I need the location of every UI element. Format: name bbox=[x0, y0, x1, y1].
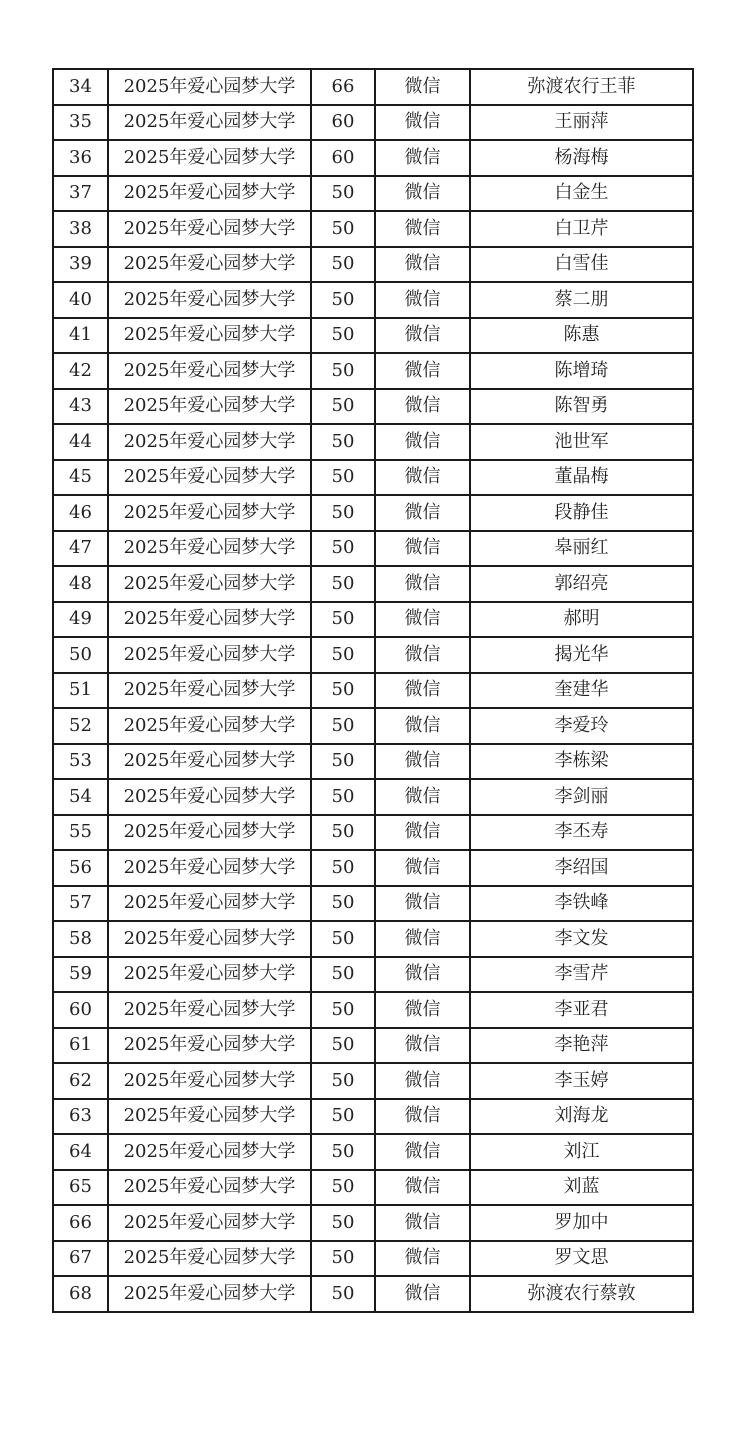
payment-method-cell: 微信 bbox=[375, 140, 470, 176]
row-number-cell: 66 bbox=[53, 1205, 108, 1241]
donor-name-cell: 杨海梅 bbox=[470, 140, 693, 176]
project-cell: 2025年爱心园梦大学 bbox=[108, 602, 311, 638]
amount-cell: 66 bbox=[311, 69, 375, 105]
amount-cell: 50 bbox=[311, 1276, 375, 1312]
project-cell: 2025年爱心园梦大学 bbox=[108, 815, 311, 851]
amount-cell: 50 bbox=[311, 1134, 375, 1170]
donation-table bbox=[52, 68, 694, 1313]
donor-name-cell: 蔡二朋 bbox=[470, 282, 693, 318]
amount-cell: 50 bbox=[311, 921, 375, 957]
amount-cell: 50 bbox=[311, 389, 375, 425]
payment-method-cell: 微信 bbox=[375, 1170, 470, 1206]
donor-name-cell: 罗文思 bbox=[470, 1241, 693, 1277]
amount-cell: 50 bbox=[311, 886, 375, 922]
table-row bbox=[53, 1170, 693, 1206]
payment-method-cell: 微信 bbox=[375, 708, 470, 744]
row-number-cell: 45 bbox=[53, 460, 108, 496]
amount-cell: 50 bbox=[311, 1063, 375, 1099]
table-row bbox=[53, 673, 693, 709]
project-cell: 2025年爱心园梦大学 bbox=[108, 566, 311, 602]
row-number-cell: 56 bbox=[53, 850, 108, 886]
payment-method-cell: 微信 bbox=[375, 1099, 470, 1135]
row-number-cell: 41 bbox=[53, 318, 108, 354]
donor-name-cell: 陈智勇 bbox=[470, 389, 693, 425]
table-row bbox=[53, 389, 693, 425]
donor-name-cell: 李文发 bbox=[470, 921, 693, 957]
row-number-cell: 48 bbox=[53, 566, 108, 602]
project-cell: 2025年爱心园梦大学 bbox=[108, 708, 311, 744]
payment-method-cell: 微信 bbox=[375, 247, 470, 283]
project-cell: 2025年爱心园梦大学 bbox=[108, 744, 311, 780]
project-cell: 2025年爱心园梦大学 bbox=[108, 850, 311, 886]
table-row bbox=[53, 460, 693, 496]
payment-method-cell: 微信 bbox=[375, 353, 470, 389]
payment-method-cell: 微信 bbox=[375, 318, 470, 354]
donor-name-cell: 李亚君 bbox=[470, 992, 693, 1028]
row-number-cell: 34 bbox=[53, 69, 108, 105]
payment-method-cell: 微信 bbox=[375, 886, 470, 922]
donor-name-cell: 李栋梁 bbox=[470, 744, 693, 780]
row-number-cell: 60 bbox=[53, 992, 108, 1028]
row-number-cell: 37 bbox=[53, 176, 108, 212]
table-row bbox=[53, 69, 693, 105]
project-cell: 2025年爱心园梦大学 bbox=[108, 1134, 311, 1170]
table-row bbox=[53, 318, 693, 354]
payment-method-cell: 微信 bbox=[375, 815, 470, 851]
donor-name-cell: 李绍国 bbox=[470, 850, 693, 886]
amount-cell: 50 bbox=[311, 176, 375, 212]
amount-cell: 50 bbox=[311, 1099, 375, 1135]
donor-name-cell: 刘蓝 bbox=[470, 1170, 693, 1206]
row-number-cell: 61 bbox=[53, 1028, 108, 1064]
payment-method-cell: 微信 bbox=[375, 105, 470, 141]
amount-cell: 50 bbox=[311, 1170, 375, 1206]
donor-name-cell: 池世军 bbox=[470, 424, 693, 460]
table-row bbox=[53, 602, 693, 638]
payment-method-cell: 微信 bbox=[375, 460, 470, 496]
donor-name-cell: 陈惠 bbox=[470, 318, 693, 354]
donor-name-cell: 董晶梅 bbox=[470, 460, 693, 496]
donor-name-cell: 白金生 bbox=[470, 176, 693, 212]
project-cell: 2025年爱心园梦大学 bbox=[108, 886, 311, 922]
row-number-cell: 59 bbox=[53, 957, 108, 993]
amount-cell: 50 bbox=[311, 779, 375, 815]
amount-cell: 50 bbox=[311, 637, 375, 673]
donor-name-cell: 李剑丽 bbox=[470, 779, 693, 815]
payment-method-cell: 微信 bbox=[375, 1241, 470, 1277]
table-row bbox=[53, 424, 693, 460]
row-number-cell: 63 bbox=[53, 1099, 108, 1135]
payment-method-cell: 微信 bbox=[375, 744, 470, 780]
donor-name-cell: 李艳萍 bbox=[470, 1028, 693, 1064]
table-row bbox=[53, 744, 693, 780]
table-row bbox=[53, 886, 693, 922]
amount-cell: 50 bbox=[311, 247, 375, 283]
donor-name-cell: 王丽萍 bbox=[470, 105, 693, 141]
payment-method-cell: 微信 bbox=[375, 779, 470, 815]
donor-name-cell: 郭绍亮 bbox=[470, 566, 693, 602]
project-cell: 2025年爱心园梦大学 bbox=[108, 637, 311, 673]
amount-cell: 50 bbox=[311, 850, 375, 886]
payment-method-cell: 微信 bbox=[375, 602, 470, 638]
table-row bbox=[53, 247, 693, 283]
project-cell: 2025年爱心园梦大学 bbox=[108, 424, 311, 460]
row-number-cell: 38 bbox=[53, 211, 108, 247]
payment-method-cell: 微信 bbox=[375, 850, 470, 886]
donor-name-cell: 李爱玲 bbox=[470, 708, 693, 744]
row-number-cell: 39 bbox=[53, 247, 108, 283]
payment-method-cell: 微信 bbox=[375, 566, 470, 602]
donor-name-cell: 白雪佳 bbox=[470, 247, 693, 283]
payment-method-cell: 微信 bbox=[375, 957, 470, 993]
table-row bbox=[53, 779, 693, 815]
table-row bbox=[53, 1134, 693, 1170]
payment-method-cell: 微信 bbox=[375, 1276, 470, 1312]
table-row bbox=[53, 1028, 693, 1064]
amount-cell: 60 bbox=[311, 140, 375, 176]
payment-method-cell: 微信 bbox=[375, 637, 470, 673]
amount-cell: 50 bbox=[311, 744, 375, 780]
amount-cell: 50 bbox=[311, 353, 375, 389]
donor-name-cell: 皋丽红 bbox=[470, 531, 693, 567]
project-cell: 2025年爱心园梦大学 bbox=[108, 495, 311, 531]
payment-method-cell: 微信 bbox=[375, 1028, 470, 1064]
donor-name-cell: 弥渡农行蔡敦 bbox=[470, 1276, 693, 1312]
payment-method-cell: 微信 bbox=[375, 531, 470, 567]
amount-cell: 50 bbox=[311, 815, 375, 851]
donor-name-cell: 揭光华 bbox=[470, 637, 693, 673]
payment-method-cell: 微信 bbox=[375, 495, 470, 531]
project-cell: 2025年爱心园梦大学 bbox=[108, 1241, 311, 1277]
payment-method-cell: 微信 bbox=[375, 1063, 470, 1099]
row-number-cell: 52 bbox=[53, 708, 108, 744]
table-row bbox=[53, 353, 693, 389]
row-number-cell: 54 bbox=[53, 779, 108, 815]
table-row bbox=[53, 566, 693, 602]
payment-method-cell: 微信 bbox=[375, 176, 470, 212]
amount-cell: 50 bbox=[311, 673, 375, 709]
payment-method-cell: 微信 bbox=[375, 424, 470, 460]
table-row bbox=[53, 708, 693, 744]
project-cell: 2025年爱心园梦大学 bbox=[108, 921, 311, 957]
row-number-cell: 53 bbox=[53, 744, 108, 780]
project-cell: 2025年爱心园梦大学 bbox=[108, 957, 311, 993]
project-cell: 2025年爱心园梦大学 bbox=[108, 140, 311, 176]
payment-method-cell: 微信 bbox=[375, 921, 470, 957]
row-number-cell: 62 bbox=[53, 1063, 108, 1099]
row-number-cell: 42 bbox=[53, 353, 108, 389]
project-cell: 2025年爱心园梦大学 bbox=[108, 1276, 311, 1312]
row-number-cell: 35 bbox=[53, 105, 108, 141]
table-row bbox=[53, 815, 693, 851]
payment-method-cell: 微信 bbox=[375, 69, 470, 105]
table-row bbox=[53, 211, 693, 247]
amount-cell: 50 bbox=[311, 495, 375, 531]
table-row bbox=[53, 957, 693, 993]
payment-method-cell: 微信 bbox=[375, 1134, 470, 1170]
project-cell: 2025年爱心园梦大学 bbox=[108, 531, 311, 567]
amount-cell: 50 bbox=[311, 531, 375, 567]
project-cell: 2025年爱心园梦大学 bbox=[108, 992, 311, 1028]
project-cell: 2025年爱心园梦大学 bbox=[108, 1170, 311, 1206]
table-row bbox=[53, 495, 693, 531]
donor-name-cell: 陈增琦 bbox=[470, 353, 693, 389]
payment-method-cell: 微信 bbox=[375, 992, 470, 1028]
donor-name-cell: 段静佳 bbox=[470, 495, 693, 531]
project-cell: 2025年爱心园梦大学 bbox=[108, 105, 311, 141]
table-row bbox=[53, 176, 693, 212]
amount-cell: 50 bbox=[311, 460, 375, 496]
project-cell: 2025年爱心园梦大学 bbox=[108, 1028, 311, 1064]
donor-name-cell: 郝明 bbox=[470, 602, 693, 638]
amount-cell: 60 bbox=[311, 105, 375, 141]
row-number-cell: 47 bbox=[53, 531, 108, 567]
row-number-cell: 43 bbox=[53, 389, 108, 425]
table-row bbox=[53, 282, 693, 318]
project-cell: 2025年爱心园梦大学 bbox=[108, 779, 311, 815]
amount-cell: 50 bbox=[311, 1028, 375, 1064]
amount-cell: 50 bbox=[311, 1241, 375, 1277]
amount-cell: 50 bbox=[311, 708, 375, 744]
amount-cell: 50 bbox=[311, 282, 375, 318]
table-row bbox=[53, 1241, 693, 1277]
row-number-cell: 36 bbox=[53, 140, 108, 176]
project-cell: 2025年爱心园梦大学 bbox=[108, 1205, 311, 1241]
amount-cell: 50 bbox=[311, 1205, 375, 1241]
project-cell: 2025年爱心园梦大学 bbox=[108, 69, 311, 105]
project-cell: 2025年爱心园梦大学 bbox=[108, 353, 311, 389]
table-row bbox=[53, 637, 693, 673]
row-number-cell: 65 bbox=[53, 1170, 108, 1206]
amount-cell: 50 bbox=[311, 957, 375, 993]
donor-name-cell: 李丕寿 bbox=[470, 815, 693, 851]
project-cell: 2025年爱心园梦大学 bbox=[108, 673, 311, 709]
amount-cell: 50 bbox=[311, 566, 375, 602]
payment-method-cell: 微信 bbox=[375, 282, 470, 318]
row-number-cell: 44 bbox=[53, 424, 108, 460]
payment-method-cell: 微信 bbox=[375, 1205, 470, 1241]
payment-method-cell: 微信 bbox=[375, 673, 470, 709]
project-cell: 2025年爱心园梦大学 bbox=[108, 1063, 311, 1099]
table-row bbox=[53, 105, 693, 141]
project-cell: 2025年爱心园梦大学 bbox=[108, 389, 311, 425]
donor-name-cell: 刘海龙 bbox=[470, 1099, 693, 1135]
row-number-cell: 64 bbox=[53, 1134, 108, 1170]
amount-cell: 50 bbox=[311, 318, 375, 354]
amount-cell: 50 bbox=[311, 602, 375, 638]
table-row bbox=[53, 1276, 693, 1312]
row-number-cell: 51 bbox=[53, 673, 108, 709]
payment-method-cell: 微信 bbox=[375, 211, 470, 247]
project-cell: 2025年爱心园梦大学 bbox=[108, 460, 311, 496]
table-row bbox=[53, 850, 693, 886]
row-number-cell: 46 bbox=[53, 495, 108, 531]
project-cell: 2025年爱心园梦大学 bbox=[108, 1099, 311, 1135]
row-number-cell: 68 bbox=[53, 1276, 108, 1312]
payment-method-cell: 微信 bbox=[375, 389, 470, 425]
table-row bbox=[53, 531, 693, 567]
donation-table-body bbox=[53, 69, 693, 1312]
donor-name-cell: 奎建华 bbox=[470, 673, 693, 709]
row-number-cell: 57 bbox=[53, 886, 108, 922]
donor-name-cell: 刘江 bbox=[470, 1134, 693, 1170]
donor-name-cell: 李玉婷 bbox=[470, 1063, 693, 1099]
amount-cell: 50 bbox=[311, 211, 375, 247]
project-cell: 2025年爱心园梦大学 bbox=[108, 176, 311, 212]
table-row bbox=[53, 992, 693, 1028]
donor-name-cell: 弥渡农行王菲 bbox=[470, 69, 693, 105]
amount-cell: 50 bbox=[311, 992, 375, 1028]
table-row bbox=[53, 140, 693, 176]
donor-name-cell: 罗加中 bbox=[470, 1205, 693, 1241]
row-number-cell: 55 bbox=[53, 815, 108, 851]
project-cell: 2025年爱心园梦大学 bbox=[108, 247, 311, 283]
row-number-cell: 67 bbox=[53, 1241, 108, 1277]
donor-name-cell: 白卫芹 bbox=[470, 211, 693, 247]
project-cell: 2025年爱心园梦大学 bbox=[108, 211, 311, 247]
row-number-cell: 58 bbox=[53, 921, 108, 957]
table-row bbox=[53, 1205, 693, 1241]
table-row bbox=[53, 921, 693, 957]
table-row bbox=[53, 1063, 693, 1099]
project-cell: 2025年爱心园梦大学 bbox=[108, 318, 311, 354]
row-number-cell: 40 bbox=[53, 282, 108, 318]
table-row bbox=[53, 1099, 693, 1135]
project-cell: 2025年爱心园梦大学 bbox=[108, 282, 311, 318]
amount-cell: 50 bbox=[311, 424, 375, 460]
donor-name-cell: 李雪芹 bbox=[470, 957, 693, 993]
donor-name-cell: 李铁峰 bbox=[470, 886, 693, 922]
row-number-cell: 49 bbox=[53, 602, 108, 638]
row-number-cell: 50 bbox=[53, 637, 108, 673]
